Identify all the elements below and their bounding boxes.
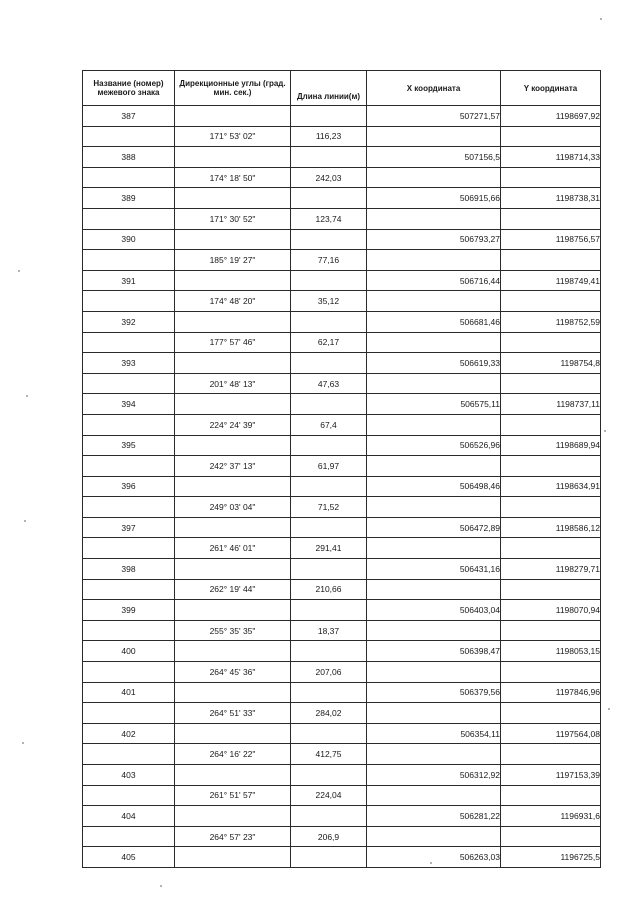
empty-cell: [175, 394, 291, 415]
segment-row: [83, 456, 601, 477]
empty-cell: [175, 682, 291, 703]
empty-cell: [501, 538, 601, 559]
point-row: [83, 353, 601, 374]
line-length-cell: 224,04: [291, 785, 367, 806]
direction-angle-cell: 224° 24' 39": [175, 414, 291, 435]
point-name-cell: 388: [83, 147, 175, 168]
empty-cell: [501, 703, 601, 724]
empty-cell: [175, 600, 291, 621]
line-length-cell: 116,23: [291, 126, 367, 147]
empty-cell: [83, 703, 175, 724]
segment-row: [83, 332, 601, 353]
empty-cell: [83, 620, 175, 641]
empty-cell: [83, 414, 175, 435]
empty-cell: [175, 147, 291, 168]
line-length-cell: 18,37: [291, 620, 367, 641]
empty-cell: [501, 332, 601, 353]
point-row: [83, 147, 601, 168]
empty-cell: [501, 826, 601, 847]
empty-cell: [83, 373, 175, 394]
header-x-coordinate: X координата: [367, 71, 501, 106]
empty-cell: [83, 538, 175, 559]
empty-cell: [291, 806, 367, 827]
empty-cell: [175, 435, 291, 456]
x-coordinate-cell: 506575,11: [367, 394, 501, 415]
empty-cell: [367, 291, 501, 312]
point-name-cell: 391: [83, 270, 175, 291]
empty-cell: [501, 414, 601, 435]
point-name-cell: 400: [83, 641, 175, 662]
x-coordinate-cell: 507271,57: [367, 106, 501, 127]
empty-cell: [367, 662, 501, 683]
empty-cell: [83, 208, 175, 229]
empty-cell: [291, 106, 367, 127]
x-coordinate-cell: 506263,03: [367, 847, 501, 868]
empty-cell: [291, 682, 367, 703]
empty-cell: [501, 497, 601, 518]
direction-angle-cell: 177° 57' 46": [175, 332, 291, 353]
y-coordinate-cell: 1196931,6: [501, 806, 601, 827]
segment-row: [83, 208, 601, 229]
segment-row: [83, 497, 601, 518]
point-name-cell: 402: [83, 723, 175, 744]
header-line-length: Длина линии(м): [291, 71, 367, 106]
y-coordinate-cell: 1198714,33: [501, 147, 601, 168]
empty-cell: [501, 373, 601, 394]
x-coordinate-cell: 506619,33: [367, 353, 501, 374]
y-coordinate-cell: 1197564,08: [501, 723, 601, 744]
empty-cell: [83, 785, 175, 806]
empty-cell: [291, 600, 367, 621]
direction-angle-cell: 174° 18' 50": [175, 167, 291, 188]
empty-cell: [291, 847, 367, 868]
empty-cell: [291, 394, 367, 415]
line-length-cell: 67,4: [291, 414, 367, 435]
empty-cell: [367, 414, 501, 435]
empty-cell: [291, 147, 367, 168]
empty-cell: [175, 270, 291, 291]
point-row: [83, 188, 601, 209]
segment-row: [83, 703, 601, 724]
x-coordinate-cell: 506498,46: [367, 476, 501, 497]
point-row: [83, 806, 601, 827]
y-coordinate-cell: 1198689,94: [501, 435, 601, 456]
scan-speck: [604, 430, 606, 432]
direction-angle-cell: 171° 53' 02": [175, 126, 291, 147]
y-coordinate-cell: 1198697,92: [501, 106, 601, 127]
empty-cell: [367, 703, 501, 724]
x-coordinate-cell: 506472,89: [367, 517, 501, 538]
empty-cell: [175, 353, 291, 374]
table-header-row: [83, 71, 601, 106]
empty-cell: [83, 250, 175, 271]
empty-cell: [501, 250, 601, 271]
direction-angle-cell: 264° 45' 36": [175, 662, 291, 683]
empty-cell: [83, 456, 175, 477]
direction-angle-cell: 249° 03' 04": [175, 497, 291, 518]
point-row: [83, 682, 601, 703]
empty-cell: [367, 456, 501, 477]
empty-cell: [83, 291, 175, 312]
empty-cell: [501, 208, 601, 229]
point-row: [83, 765, 601, 786]
line-length-cell: 412,75: [291, 744, 367, 765]
point-row: [83, 106, 601, 127]
empty-cell: [367, 208, 501, 229]
scan-speck: [18, 270, 20, 272]
line-length-cell: 47,63: [291, 373, 367, 394]
empty-cell: [501, 744, 601, 765]
empty-cell: [291, 435, 367, 456]
point-row: [83, 270, 601, 291]
direction-angle-cell: 174° 48' 20": [175, 291, 291, 312]
empty-cell: [83, 167, 175, 188]
x-coordinate-cell: 506379,56: [367, 682, 501, 703]
direction-angle-cell: 264° 57' 23": [175, 826, 291, 847]
empty-cell: [367, 620, 501, 641]
segment-row: [83, 662, 601, 683]
point-name-cell: 390: [83, 229, 175, 250]
y-coordinate-cell: 1197846,96: [501, 682, 601, 703]
header-point-name: Название (номер) межевого знака: [83, 71, 175, 106]
direction-angle-cell: 171° 30' 52": [175, 208, 291, 229]
y-coordinate-cell: 1198737,11: [501, 394, 601, 415]
empty-cell: [175, 765, 291, 786]
point-name-cell: 401: [83, 682, 175, 703]
point-name-cell: 403: [83, 765, 175, 786]
point-name-cell: 389: [83, 188, 175, 209]
empty-cell: [291, 765, 367, 786]
segment-row: [83, 373, 601, 394]
y-coordinate-cell: 1198634,91: [501, 476, 601, 497]
point-row: [83, 394, 601, 415]
point-row: [83, 476, 601, 497]
empty-cell: [83, 126, 175, 147]
direction-angle-cell: 261° 51' 57": [175, 785, 291, 806]
segment-row: [83, 744, 601, 765]
line-length-cell: 242,03: [291, 167, 367, 188]
line-length-cell: 61,97: [291, 456, 367, 477]
empty-cell: [291, 723, 367, 744]
y-coordinate-cell: 1198053,15: [501, 641, 601, 662]
empty-cell: [83, 579, 175, 600]
y-coordinate-cell: 1198756,57: [501, 229, 601, 250]
line-length-cell: 284,02: [291, 703, 367, 724]
empty-cell: [501, 456, 601, 477]
y-coordinate-cell: 1196725,5: [501, 847, 601, 868]
point-name-cell: 394: [83, 394, 175, 415]
direction-angle-cell: 185° 19' 27": [175, 250, 291, 271]
direction-angle-cell: 242° 37' 13": [175, 456, 291, 477]
empty-cell: [367, 497, 501, 518]
scan-speck: [26, 395, 28, 397]
empty-cell: [501, 785, 601, 806]
point-row: [83, 847, 601, 868]
y-coordinate-cell: 1198752,59: [501, 311, 601, 332]
line-length-cell: 210,66: [291, 579, 367, 600]
point-row: [83, 559, 601, 580]
x-coordinate-cell: 506431,16: [367, 559, 501, 580]
empty-cell: [501, 126, 601, 147]
empty-cell: [175, 476, 291, 497]
direction-angle-cell: 255° 35' 35": [175, 620, 291, 641]
line-length-cell: 206,9: [291, 826, 367, 847]
scan-speck: [608, 708, 610, 710]
x-coordinate-cell: 506312,92: [367, 765, 501, 786]
header-direction-angle: Дирекционные углы (град. мин. сек.): [175, 71, 291, 106]
segment-row: [83, 414, 601, 435]
scan-speck: [22, 742, 24, 744]
empty-cell: [367, 126, 501, 147]
empty-cell: [367, 785, 501, 806]
y-coordinate-cell: 1198749,41: [501, 270, 601, 291]
x-coordinate-cell: 506281,22: [367, 806, 501, 827]
point-row: [83, 435, 601, 456]
line-length-cell: 291,41: [291, 538, 367, 559]
point-name-cell: 397: [83, 517, 175, 538]
empty-cell: [291, 188, 367, 209]
point-name-cell: 396: [83, 476, 175, 497]
empty-cell: [175, 847, 291, 868]
empty-cell: [367, 744, 501, 765]
y-coordinate-cell: 1198070,94: [501, 600, 601, 621]
empty-cell: [367, 538, 501, 559]
direction-angle-cell: 264° 51' 33": [175, 703, 291, 724]
scan-speck: [600, 18, 602, 20]
segment-row: [83, 538, 601, 559]
empty-cell: [83, 332, 175, 353]
point-row: [83, 600, 601, 621]
segment-row: [83, 126, 601, 147]
x-coordinate-cell: 507156,5: [367, 147, 501, 168]
line-length-cell: 207,06: [291, 662, 367, 683]
segment-row: [83, 785, 601, 806]
empty-cell: [367, 826, 501, 847]
point-name-cell: 395: [83, 435, 175, 456]
empty-cell: [175, 806, 291, 827]
x-coordinate-cell: 506526,96: [367, 435, 501, 456]
empty-cell: [83, 497, 175, 518]
x-coordinate-cell: 506915,66: [367, 188, 501, 209]
empty-cell: [367, 373, 501, 394]
segment-row: [83, 291, 601, 312]
direction-angle-cell: 201° 48' 13": [175, 373, 291, 394]
line-length-cell: 77,16: [291, 250, 367, 271]
empty-cell: [367, 579, 501, 600]
empty-cell: [501, 579, 601, 600]
empty-cell: [83, 826, 175, 847]
empty-cell: [175, 106, 291, 127]
empty-cell: [83, 662, 175, 683]
empty-cell: [291, 270, 367, 291]
empty-cell: [501, 620, 601, 641]
y-coordinate-cell: 1198738,31: [501, 188, 601, 209]
empty-cell: [501, 167, 601, 188]
empty-cell: [175, 641, 291, 662]
empty-cell: [291, 229, 367, 250]
direction-angle-cell: 264° 16' 22": [175, 744, 291, 765]
direction-angle-cell: 261° 46' 01": [175, 538, 291, 559]
y-coordinate-cell: 1198586,12: [501, 517, 601, 538]
empty-cell: [175, 311, 291, 332]
empty-cell: [291, 353, 367, 374]
x-coordinate-cell: 506403,04: [367, 600, 501, 621]
segment-row: [83, 826, 601, 847]
line-length-cell: 62,17: [291, 332, 367, 353]
empty-cell: [175, 559, 291, 580]
empty-cell: [291, 311, 367, 332]
point-row: [83, 311, 601, 332]
point-name-cell: 393: [83, 353, 175, 374]
line-length-cell: 71,52: [291, 497, 367, 518]
table-body: [83, 106, 601, 868]
x-coordinate-cell: 506354,11: [367, 723, 501, 744]
point-name-cell: 392: [83, 311, 175, 332]
point-name-cell: 405: [83, 847, 175, 868]
empty-cell: [175, 517, 291, 538]
point-name-cell: 387: [83, 106, 175, 127]
point-row: [83, 517, 601, 538]
point-name-cell: 398: [83, 559, 175, 580]
point-row: [83, 229, 601, 250]
x-coordinate-cell: 506793,27: [367, 229, 501, 250]
line-length-cell: 35,12: [291, 291, 367, 312]
empty-cell: [291, 476, 367, 497]
y-coordinate-cell: 1197153,39: [501, 765, 601, 786]
y-coordinate-cell: 1198754,8: [501, 353, 601, 374]
segment-row: [83, 620, 601, 641]
empty-cell: [83, 744, 175, 765]
empty-cell: [367, 250, 501, 271]
segment-row: [83, 579, 601, 600]
empty-cell: [291, 559, 367, 580]
point-name-cell: 399: [83, 600, 175, 621]
x-coordinate-cell: 506716,44: [367, 270, 501, 291]
line-length-cell: 123,74: [291, 208, 367, 229]
x-coordinate-cell: 506398,47: [367, 641, 501, 662]
point-row: [83, 723, 601, 744]
empty-cell: [501, 291, 601, 312]
empty-cell: [175, 229, 291, 250]
point-row: [83, 641, 601, 662]
y-coordinate-cell: 1198279,71: [501, 559, 601, 580]
direction-angle-cell: 262° 19' 44": [175, 579, 291, 600]
scan-speck: [160, 885, 162, 887]
scan-speck: [430, 862, 432, 864]
x-coordinate-cell: 506681,46: [367, 311, 501, 332]
empty-cell: [175, 188, 291, 209]
empty-cell: [367, 332, 501, 353]
empty-cell: [291, 641, 367, 662]
segment-row: [83, 250, 601, 271]
point-name-cell: 404: [83, 806, 175, 827]
empty-cell: [291, 517, 367, 538]
scan-speck: [24, 520, 26, 522]
empty-cell: [367, 167, 501, 188]
empty-cell: [501, 662, 601, 683]
empty-cell: [175, 723, 291, 744]
survey-coordinates-table: [82, 70, 601, 868]
header-y-coordinate: Y координата: [501, 71, 601, 106]
segment-row: [83, 167, 601, 188]
